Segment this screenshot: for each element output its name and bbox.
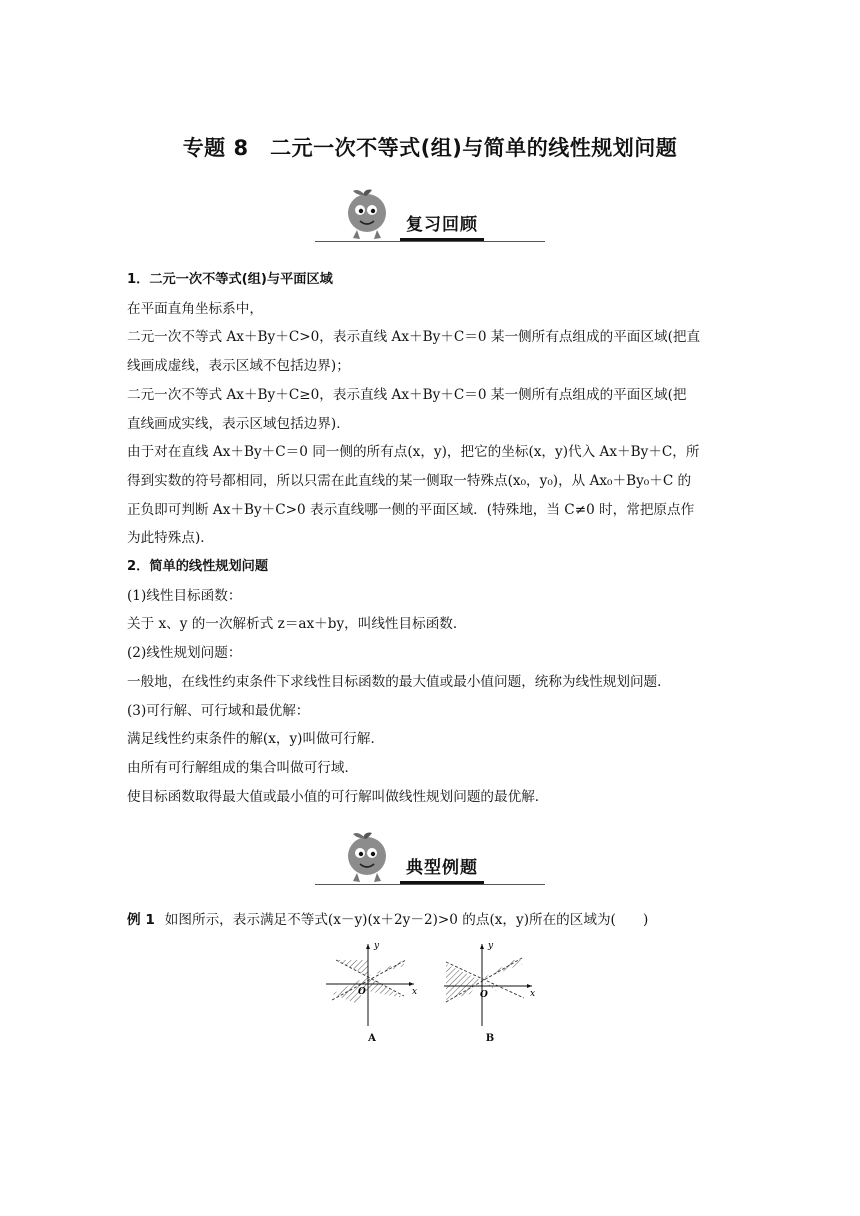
banner-review-label: 复习回顾	[400, 210, 484, 241]
figure-b-caption: B	[485, 1033, 495, 1044]
body-line: (3)可行解、可行域和最优解：	[127, 702, 310, 719]
section-heading: 1．二元一次不等式(组)与平面区域	[127, 272, 333, 287]
section-heading: 2．简单的线性规划问题	[127, 559, 269, 575]
figure-a-caption: A	[368, 1033, 376, 1044]
body-line: 关于 x、y 的一次解析式 z＝ax＋by，叫线性目标函数．	[127, 616, 467, 633]
mascot-icon	[339, 188, 395, 244]
example-1	[127, 908, 648, 928]
body-line: 由于对在直线 Ax＋By＋C＝0 同一侧的所有点(x，y)，把它的坐标(x，y)代入 Ax＋By＋C，所	[127, 444, 700, 461]
body-line: 使目标函数取得最大值或最小值的可行解叫做线性规划问题的最优解．	[127, 788, 549, 805]
body-line: 为此特殊点)．	[127, 530, 214, 547]
body-line: 由所有可行解组成的集合叫做可行域．	[127, 759, 359, 776]
figure-b	[440, 938, 540, 1044]
body-line: 正负即可判断 Ax＋By＋C>0 表示直线哪一侧的平面区域．(特殊地，当 C≠0 时，常把原点作	[127, 501, 695, 518]
body-line: 一般地，在线性约束条件下求线性目标函数的最大值或最小值问题，统称为线性规划问题．	[127, 673, 671, 690]
figure-b-graph	[440, 938, 540, 1030]
body-line: 二元一次不等式 Ax＋By＋C≥0，表示直线 Ax＋By＋C＝0 某一侧所有点组成的平面区域(把	[127, 386, 687, 403]
figure-a	[322, 938, 422, 1044]
section-banner-review	[315, 188, 545, 250]
body-line: 二元一次不等式 Ax＋By＋C>0，表示直线 Ax＋By＋C＝0 某一侧所有点组成的平面区域(把直	[127, 329, 701, 346]
figure-a-y-label: y	[374, 941, 380, 951]
section-banner-examples	[315, 831, 545, 893]
example-tag: 例 1	[127, 912, 155, 928]
figure-a-origin-label: O	[358, 987, 366, 997]
body-line: (1)线性目标函数：	[127, 587, 242, 604]
figure-b-origin-label: O	[480, 990, 488, 1000]
figure-a-x-label: x	[412, 987, 418, 997]
body-line: 在平面直角坐标系中，	[127, 300, 263, 317]
page-title: 专题 8 二元一次不等式(组)与简单的线性规划问题	[182, 136, 678, 160]
body-line: 线画成虚线，表示区域不包括边界)；	[127, 358, 350, 375]
mascot-icon	[339, 831, 395, 887]
figure-b-x-label: x	[530, 989, 536, 999]
body-line: 直线画成实线，表示区域包括边界)．	[127, 415, 350, 432]
body-line: 满足线性约束条件的解(x，y)叫做可行解．	[127, 731, 385, 748]
figure-b-y-label: y	[488, 941, 494, 951]
banner-examples-label: 典型例题	[400, 853, 484, 884]
review-content	[127, 266, 737, 811]
body-line: 得到实数的符号都相同，所以只需在此直线的某一侧取一特殊点(x₀，y₀)，从 Ax₀＋By₀＋C 的	[127, 472, 692, 489]
body-line: (2)线性规划问题：	[127, 645, 242, 662]
example-question: 如图所示，表示满足不等式(x－y)(x＋2y－2)>0 的点(x，y)所在的区域为( )	[164, 912, 649, 928]
figure-a-graph	[322, 938, 422, 1030]
